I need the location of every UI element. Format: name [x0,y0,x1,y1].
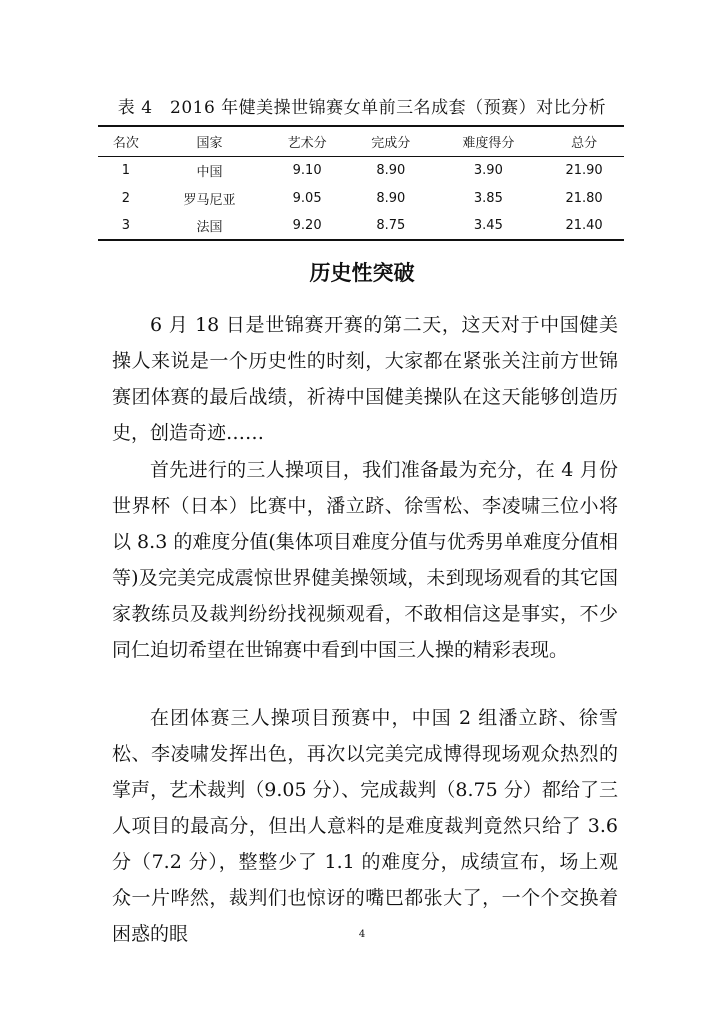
header-rank: 名次 [98,126,154,156]
header-artistic-score: 艺术分 [265,126,349,156]
page-number: 4 [358,929,366,940]
cell-execution-score: 8.90 [376,190,406,206]
body-paragraph: 6 月 18 日是世锦赛开赛的第二天，这天对于中国健美操人来说是一个历史性的时刻，大家都在紧张关注前方世锦赛团体赛的最后战绩，祈祷中国健美操队在这天能够创造历史，创造奇迹…… [112,314,618,444]
cell-total-score: 21.80 [565,190,603,206]
header-total-score: 总分 [544,126,624,156]
cell-artistic-score: 9.20 [292,218,322,233]
table-row [98,212,624,240]
cell-artistic-score: 9.10 [292,162,322,178]
cell-artistic-score: 9.05 [292,190,322,206]
cell-total-score: 21.90 [565,162,603,178]
cell-execution-score: 8.90 [376,162,406,178]
cell-difficulty-score: 3.45 [473,218,503,233]
table-row [98,184,624,212]
cell-difficulty-score: 3.90 [473,162,503,178]
cell-country: 法国 [196,220,223,235]
cell-country: 罗马尼亚 [183,192,236,208]
body-paragraph: 在团体赛三人操项目预赛中，中国 2 组潘立跻、徐雪松、李凌啸发挥出色，再次以完美完成博得现场观众热烈的掌声，艺术裁判（9.05 分）、完成裁判（8.75 分）都给了三人项目的最高分，但出人意料的是难度裁判竟然只给了 3.6 分（7.2 分），整整少了 1.1 的难度分，成绩宣布，场上观众一片哗然，裁判们也惊讶的嘴巴都张大了，一个个交换着困惑的眼 [112,707,618,945]
cell-execution-score: 8.75 [376,218,406,233]
header-difficulty-score: 难度得分 [433,126,545,156]
table-caption: 表 4 2016 年健美操世锦赛女单前三名成套（预赛）对比分析 [117,98,607,118]
header-country: 国家 [154,126,266,156]
table-row [98,156,624,184]
cell-rank: 1 [121,162,131,178]
cell-total-score: 21.40 [565,218,603,233]
cell-country: 中国 [196,164,223,180]
section-title: 历史性突破 [309,261,415,285]
cell-rank: 2 [121,190,131,206]
cell-rank: 3 [121,218,131,233]
table-header-row [98,126,624,156]
body-paragraph: 首先进行的三人操项目，我们准备最为充分，在 4 月份世界杯（日本）比赛中，潘立跻、徐雪松、李凌啸三位小将以 8.3 的难度分值(集体项目难度分值与优秀男单难度分值相等)及完美完成震惊世界健美操领域，未到现场观看的其它国家教练员及裁判纷纷找视频观看，不敢相信这是事实，不少同仁迫切希望在世锦赛中看到中国三人操的精彩表现。 [112,459,618,661]
cell-difficulty-score: 3.85 [473,190,503,206]
header-execution-score: 完成分 [349,126,433,156]
results-table [98,125,624,241]
